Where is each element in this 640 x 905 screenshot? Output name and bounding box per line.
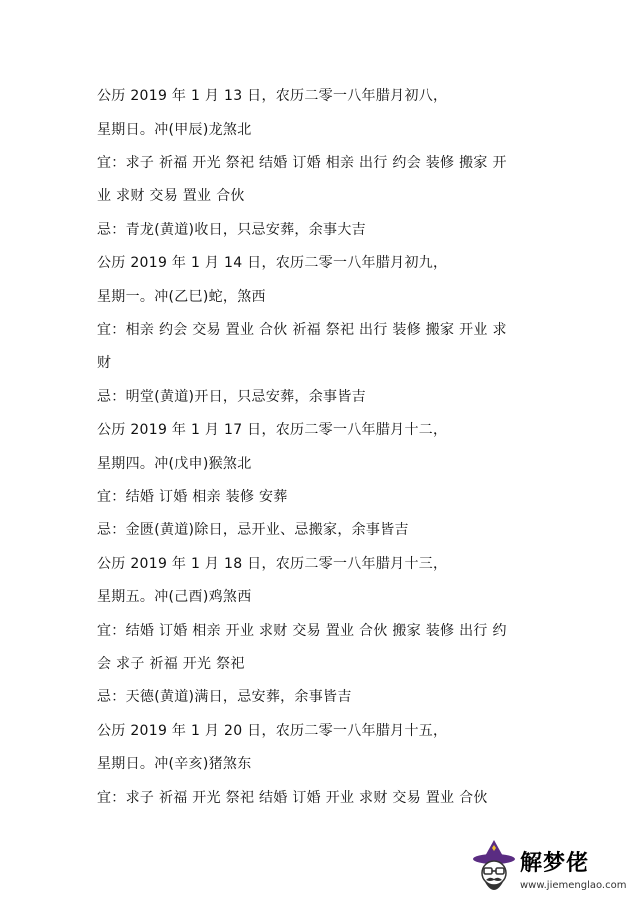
text-line: 忌：明堂(黄道)开日，只忌安葬，余事皆吉 [97,389,366,405]
text-line: 星期四。冲(戊申)猴煞北 [97,456,252,472]
text-line: 忌：金匮(黄道)除日，忌开业、忌搬家，余事皆吉 [97,522,409,538]
text-line: 宜：求子 祈福 开光 祭祀 结婚 订婚 相亲 出行 约会 装修 搬家 开 [97,155,507,171]
text-line: 星期一。冲(乙巳)蛇，煞西 [97,289,266,305]
text-line: 忌：青龙(黄道)收日，只忌安葬，余事大吉 [97,222,366,238]
text-line: 公历 2019 年 1 月 20 日，农历二零一八年腊月十五， [97,723,448,739]
site-watermark [470,838,636,902]
watermark-url: www.jiemenglao.com [520,880,627,891]
text-line: 星期五。冲(己酉)鸡煞西 [97,589,252,605]
watermark-title: 解梦佬 [520,851,590,876]
text-line: 公历 2019 年 1 月 17 日，农历二零一八年腊月十二， [97,422,448,438]
text-line: 业 求财 交易 置业 合伙 [97,188,245,204]
text-line: 星期日。冲(甲辰)龙煞北 [97,122,252,138]
text-line: 公历 2019 年 1 月 18 日，农历二零一八年腊月十三， [97,556,448,572]
text-line: 宜：结婚 订婚 相亲 开业 求财 交易 置业 合伙 搬家 装修 出行 约 [97,623,507,639]
text-line: 财 [97,355,112,371]
text-line: 宜：相亲 约会 交易 置业 合伙 祈福 祭祀 出行 装修 搬家 开业 求 [97,322,507,338]
text-line: 忌：天德(黄道)满日，忌安葬，余事皆吉 [97,689,352,705]
text-line: 公历 2019 年 1 月 13 日，农历二零一八年腊月初八， [97,88,448,104]
mystic-hat-face-icon [470,838,518,898]
text-line: 宜：求子 祈福 开光 祭祀 结婚 订婚 开业 求财 交易 置业 合伙 [97,790,488,806]
text-line: 公历 2019 年 1 月 14 日，农历二零一八年腊月初九， [97,255,448,271]
text-line: 星期日。冲(辛亥)猪煞东 [97,756,252,772]
text-line: 会 求子 祈福 开光 祭祀 [97,656,245,672]
text-line: 宜：结婚 订婚 相亲 装修 安葬 [97,489,288,505]
